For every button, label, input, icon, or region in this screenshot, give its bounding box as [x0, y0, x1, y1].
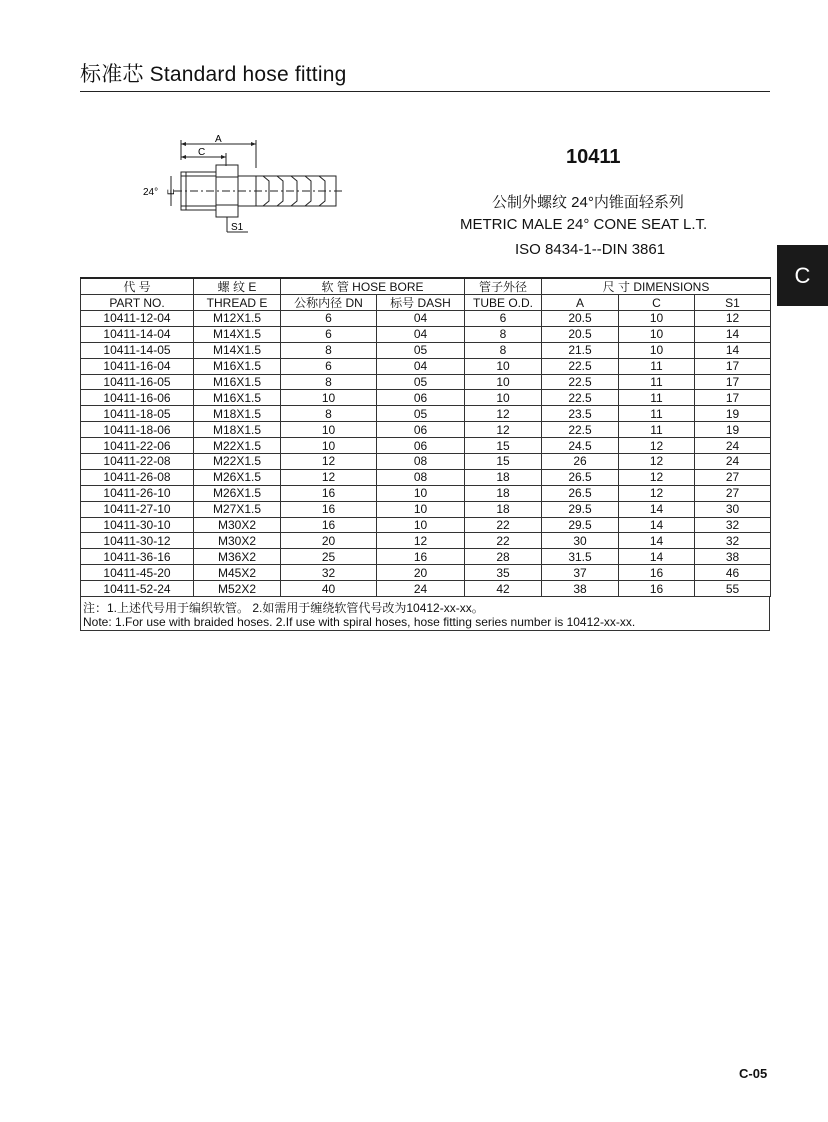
table-row: [81, 326, 771, 342]
cell-dim-a: 24.5: [542, 438, 619, 454]
page-number: C-05: [739, 1066, 768, 1081]
cell-dim-c: 14: [619, 549, 695, 565]
cell-dim-c: 14: [619, 517, 695, 533]
cell-dim-s1: 46: [695, 565, 771, 581]
cell-thread: M27X1.5: [194, 501, 281, 517]
cell-part-no: 10411-36-16: [81, 549, 194, 565]
cell-dim-c: 10: [619, 311, 695, 327]
cell-dim-a: 26.5: [542, 485, 619, 501]
cell-dash: 05: [377, 406, 465, 422]
spec-table-body: [81, 311, 771, 597]
title-divider: [80, 91, 770, 92]
cell-part-no: 10411-45-20: [81, 565, 194, 581]
cell-part-no: 10411-16-05: [81, 374, 194, 390]
header-c: C: [619, 295, 695, 311]
cell-dim-c: 14: [619, 533, 695, 549]
cell-dim-c: 14: [619, 501, 695, 517]
product-subtitle-en: METRIC MALE 24° CONE SEAT L.T.: [460, 216, 708, 233]
cell-tube-od: 10: [465, 390, 542, 406]
diagram-label-s1: S1: [231, 222, 244, 233]
cell-dim-c: 11: [619, 358, 695, 374]
fitting-diagram: [138, 132, 348, 242]
cell-dim-c: 12: [619, 469, 695, 485]
cell-dim-c: 12: [619, 438, 695, 454]
cell-part-no: 10411-12-04: [81, 311, 194, 327]
cell-dim-s1: 17: [695, 390, 771, 406]
cell-dash: 05: [377, 374, 465, 390]
cell-dash: 16: [377, 549, 465, 565]
table-row: [81, 565, 771, 581]
cell-thread: M30X2: [194, 533, 281, 549]
table-row: [81, 581, 771, 597]
cell-part-no: 10411-14-05: [81, 342, 194, 358]
cell-dim-a: 22.5: [542, 374, 619, 390]
cell-dn: 32: [281, 565, 377, 581]
cell-dash: 06: [377, 438, 465, 454]
cell-dim-a: 23.5: [542, 406, 619, 422]
header-tube-en: TUBE O.D.: [465, 295, 542, 311]
table-row: [81, 485, 771, 501]
header-dimensions: 尺 寸 DIMENSIONS: [542, 278, 771, 295]
cell-part-no: 10411-14-04: [81, 326, 194, 342]
cell-part-no: 10411-16-04: [81, 358, 194, 374]
table-row: [81, 406, 771, 422]
cell-dn: 6: [281, 311, 377, 327]
cell-tube-od: 42: [465, 581, 542, 597]
cell-dn: 40: [281, 581, 377, 597]
cell-tube-od: 6: [465, 311, 542, 327]
product-subtitle-cn: 公制外螺纹 24°内锥面轻系列: [492, 194, 684, 211]
cell-dash: 04: [377, 311, 465, 327]
cell-dim-c: 16: [619, 565, 695, 581]
notes-box: [80, 596, 770, 631]
cell-dn: 16: [281, 517, 377, 533]
cell-dim-s1: 24: [695, 438, 771, 454]
cell-part-no: 10411-18-06: [81, 422, 194, 438]
table-row: [81, 469, 771, 485]
diagram-label-c: C: [198, 147, 206, 158]
diagram-label-angle: 24°: [143, 187, 159, 198]
cell-dim-s1: 17: [695, 374, 771, 390]
cell-dim-s1: 30: [695, 501, 771, 517]
table-row: [81, 390, 771, 406]
table-row: [81, 501, 771, 517]
cell-thread: M22X1.5: [194, 454, 281, 470]
cell-dn: 10: [281, 390, 377, 406]
cell-tube-od: 18: [465, 501, 542, 517]
cell-dash: 20: [377, 565, 465, 581]
cell-dash: 10: [377, 517, 465, 533]
cell-dn: 25: [281, 549, 377, 565]
cell-dim-a: 26: [542, 454, 619, 470]
cell-dn: 8: [281, 406, 377, 422]
cell-dim-a: 20.5: [542, 311, 619, 327]
cell-tube-od: 10: [465, 374, 542, 390]
cell-dim-s1: 27: [695, 469, 771, 485]
diagram-label-e: E: [166, 188, 176, 195]
header-hose-bore: 软 管 HOSE BORE: [281, 278, 465, 295]
cell-dn: 10: [281, 422, 377, 438]
cell-dim-c: 11: [619, 422, 695, 438]
cell-dn: 16: [281, 485, 377, 501]
header-tube-cn: 管子外径: [465, 278, 542, 295]
cell-dn: 12: [281, 469, 377, 485]
cell-tube-od: 18: [465, 469, 542, 485]
cell-tube-od: 28: [465, 549, 542, 565]
cell-tube-od: 12: [465, 406, 542, 422]
cell-dim-s1: 14: [695, 326, 771, 342]
cell-dim-c: 12: [619, 485, 695, 501]
cell-dim-c: 10: [619, 342, 695, 358]
cell-dash: 06: [377, 390, 465, 406]
cell-dim-s1: 17: [695, 358, 771, 374]
cell-part-no: 10411-26-10: [81, 485, 194, 501]
cell-dim-s1: 38: [695, 549, 771, 565]
cell-dim-a: 30: [542, 533, 619, 549]
cell-dn: 20: [281, 533, 377, 549]
table-row: [81, 374, 771, 390]
cell-dn: 10: [281, 438, 377, 454]
header-a: A: [542, 295, 619, 311]
cell-part-no: 10411-16-06: [81, 390, 194, 406]
cell-dim-s1: 19: [695, 406, 771, 422]
cell-part-no: 10411-27-10: [81, 501, 194, 517]
product-code: 10411: [566, 146, 621, 168]
cell-tube-od: 8: [465, 342, 542, 358]
cell-dim-a: 22.5: [542, 358, 619, 374]
cell-part-no: 10411-30-12: [81, 533, 194, 549]
cell-dash: 10: [377, 485, 465, 501]
cell-tube-od: 35: [465, 565, 542, 581]
cell-dim-c: 12: [619, 454, 695, 470]
cell-dash: 06: [377, 422, 465, 438]
cell-dim-s1: 55: [695, 581, 771, 597]
cell-dn: 6: [281, 358, 377, 374]
cell-dash: 08: [377, 469, 465, 485]
table-row: [81, 358, 771, 374]
header-thread-cn: 螺 纹 E: [194, 278, 281, 295]
cell-thread: M16X1.5: [194, 374, 281, 390]
cell-dash: 12: [377, 533, 465, 549]
cell-thread: M14X1.5: [194, 342, 281, 358]
cell-dn: 6: [281, 326, 377, 342]
cell-thread: M26X1.5: [194, 469, 281, 485]
cell-thread: M30X2: [194, 517, 281, 533]
table-row: [81, 311, 771, 327]
cell-dim-s1: 19: [695, 422, 771, 438]
cell-dim-c: 11: [619, 374, 695, 390]
cell-dim-s1: 27: [695, 485, 771, 501]
cell-dn: 16: [281, 501, 377, 517]
cell-thread: M45X2: [194, 565, 281, 581]
note-cn: 注：1.上述代号用于编织软管。 2.如需用于缠绕软管代号改为10412-xx-xx。: [83, 601, 484, 615]
cell-part-no: 10411-22-08: [81, 454, 194, 470]
cell-dn: 8: [281, 374, 377, 390]
cell-part-no: 10411-26-08: [81, 469, 194, 485]
cell-dn: 8: [281, 342, 377, 358]
cell-tube-od: 10: [465, 358, 542, 374]
table-row: [81, 517, 771, 533]
cell-thread: M18X1.5: [194, 422, 281, 438]
cell-thread: M52X2: [194, 581, 281, 597]
table-row: [81, 422, 771, 438]
cell-dim-s1: 12: [695, 311, 771, 327]
cell-dim-s1: 14: [695, 342, 771, 358]
cell-dim-c: 16: [619, 581, 695, 597]
cell-dim-s1: 24: [695, 454, 771, 470]
cell-tube-od: 15: [465, 454, 542, 470]
cell-dim-a: 26.5: [542, 469, 619, 485]
cell-dim-a: 21.5: [542, 342, 619, 358]
cell-thread: M36X2: [194, 549, 281, 565]
cell-dash: 05: [377, 342, 465, 358]
header-thread-en: THREAD E: [194, 295, 281, 311]
cell-tube-od: 22: [465, 533, 542, 549]
cell-dim-a: 22.5: [542, 422, 619, 438]
diagram-label-a: A: [215, 134, 222, 145]
cell-thread: M12X1.5: [194, 311, 281, 327]
cell-dim-s1: 32: [695, 517, 771, 533]
table-row: [81, 438, 771, 454]
cell-part-no: 10411-22-06: [81, 438, 194, 454]
cell-dash: 10: [377, 501, 465, 517]
cell-dim-a: 22.5: [542, 390, 619, 406]
cell-dim-a: 37: [542, 565, 619, 581]
cell-dim-a: 20.5: [542, 326, 619, 342]
cell-tube-od: 15: [465, 438, 542, 454]
cell-thread: M14X1.5: [194, 326, 281, 342]
product-standard: ISO 8434-1--DIN 3861: [515, 241, 666, 258]
cell-dash: 08: [377, 454, 465, 470]
cell-thread: M18X1.5: [194, 406, 281, 422]
table-row: [81, 454, 771, 470]
header-dash: 标号 DASH: [377, 295, 465, 311]
cell-dim-c: 11: [619, 406, 695, 422]
table-row: [81, 342, 771, 358]
table-row: [81, 549, 771, 565]
header-part-en: PART NO.: [81, 295, 194, 311]
cell-tube-od: 22: [465, 517, 542, 533]
cell-thread: M22X1.5: [194, 438, 281, 454]
spec-table: [80, 277, 771, 597]
cell-dim-a: 31.5: [542, 549, 619, 565]
cell-dim-a: 29.5: [542, 501, 619, 517]
cell-dash: 04: [377, 358, 465, 374]
cell-dim-a: 29.5: [542, 517, 619, 533]
header-dn: 公称内径 DN: [281, 295, 377, 311]
cell-dim-s1: 32: [695, 533, 771, 549]
cell-dash: 24: [377, 581, 465, 597]
cell-tube-od: 8: [465, 326, 542, 342]
cell-part-no: 10411-52-24: [81, 581, 194, 597]
cell-part-no: 10411-30-10: [81, 517, 194, 533]
cell-thread: M16X1.5: [194, 390, 281, 406]
cell-dash: 04: [377, 326, 465, 342]
header-s1: S1: [695, 295, 771, 311]
cell-dim-c: 10: [619, 326, 695, 342]
section-tab: C: [777, 245, 828, 306]
note-en: Note: 1.For use with braided hoses. 2.If use with spiral hoses, hose fitting series number is 10412-xx-xx.: [83, 615, 636, 629]
cell-tube-od: 12: [465, 422, 542, 438]
cell-thread: M26X1.5: [194, 485, 281, 501]
cell-thread: M16X1.5: [194, 358, 281, 374]
cell-part-no: 10411-18-05: [81, 406, 194, 422]
cell-dn: 12: [281, 454, 377, 470]
cell-tube-od: 18: [465, 485, 542, 501]
cell-dim-a: 38: [542, 581, 619, 597]
table-row: [81, 533, 771, 549]
header-part-cn: 代 号: [81, 278, 194, 295]
cell-dim-c: 11: [619, 390, 695, 406]
page-title: 标准芯 Standard hose fitting: [80, 63, 347, 86]
